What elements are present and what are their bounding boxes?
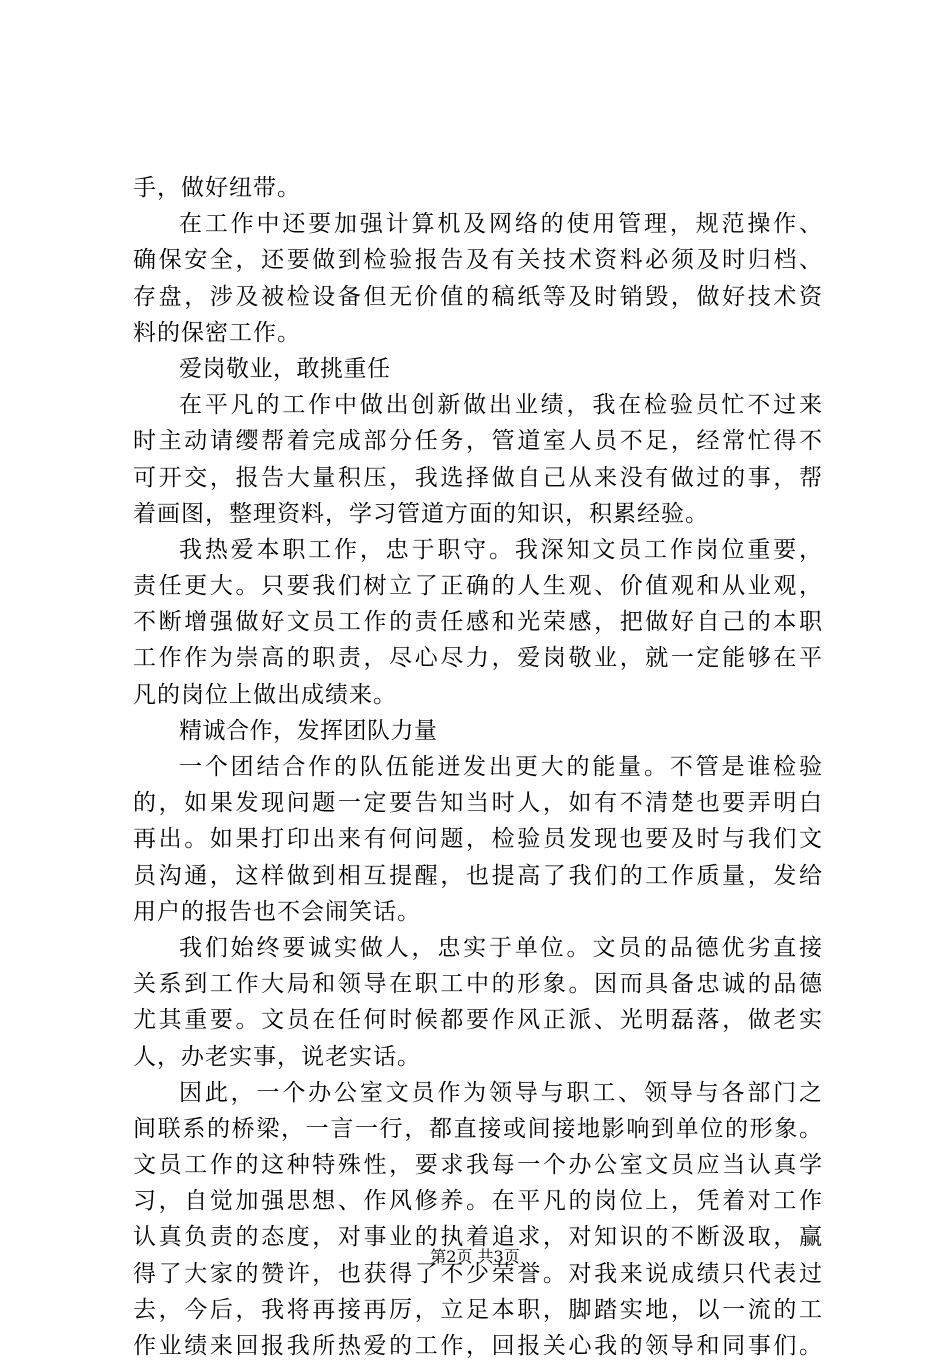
body-line: 时主动请缨帮着完成部分任务，管道室人员不足，经常忙得不: [133, 428, 823, 455]
body-line: 在工作中还要加强计算机及网络的使用管理，规范操作、: [179, 211, 823, 238]
body-line: 去，今后，我将再接再厉，立足本职，脚踏实地，以一流的工: [133, 1296, 823, 1323]
body-line: 我们始终要诚实做人，忠实于单位。文员的品德优劣直接: [179, 934, 823, 961]
page-footer: 第2页 共3页: [430, 1247, 520, 1266]
body-line: 存盘，涉及被检设备但无价值的稿纸等及时销毁，做好技术资: [133, 283, 823, 310]
body-line: 因此，一个办公室文员作为领导与职工、领导与各部门之: [179, 1079, 823, 1106]
body-line: 工作作为崇高的职责，尽心尽力，爱岗敬业，就一定能够在平: [133, 645, 823, 672]
body-line: 间联系的桥梁，一言一行，都直接或间接地影响到单位的形象。: [133, 1115, 823, 1142]
body-line: 确保安全，还要做到检验报告及有关技术资料必须及时归档、: [133, 247, 823, 274]
section-heading: 爱岗敬业，敢挑重任: [179, 355, 391, 382]
body-line: 关系到工作大局和领导在职工中的形象。因而具备忠诚的品德: [133, 971, 823, 998]
body-line: 作业绩来回报我所热爱的工作，回报关心我的领导和同事们。: [133, 1333, 823, 1359]
body-line: 习，自觉加强思想、作风修养。在平凡的岗位上，凭着对工作: [133, 1188, 823, 1215]
body-line: 得了大家的赞许，也获得了不少荣誉。对我来说成绩只代表过: [133, 1260, 823, 1287]
body-line: 手，做好纽带。: [133, 175, 301, 201]
body-line: 着画图，整理资料，学习管道方面的知识，积累经验。: [133, 500, 709, 527]
body-line: 不断增强做好文员工作的责任感和光荣感，把做好自己的本职: [133, 609, 823, 636]
body-line: 的，如果发现问题一定要告知当时人，如有不清楚也要弄明白: [133, 790, 823, 817]
body-line: 人，办老实事，说老实话。: [133, 1043, 421, 1070]
body-line: 认真负责的态度，对事业的执着追求，对知识的不断汲取，赢: [133, 1224, 823, 1251]
body-line: 再出。如果打印出来有何问题，检验员发现也要及时与我们文: [133, 826, 823, 853]
section-heading: 精诚合作，发挥团队力量: [179, 717, 438, 744]
body-line: 用户的报告也不会闹笑话。: [133, 898, 421, 925]
document-body: [133, 170, 823, 1364]
body-line: 文员工作的这种特殊性，要求我每一个办公室文员应当认真学: [133, 1152, 823, 1179]
body-line: 可开交，报告大量积压，我选择做自己从来没有做过的事，帮: [133, 464, 823, 491]
body-line: 尤其重要。文员在任何时候都要作风正派、光明磊落，做老实: [133, 1007, 823, 1034]
body-line: 责任更大。只要我们树立了正确的人生观、价值观和从业观，: [133, 573, 823, 600]
body-line: 在平凡的工作中做出创新做出业绩，我在检验员忙不过来: [179, 392, 823, 419]
body-line: 料的保密工作。: [133, 319, 301, 346]
body-line: 一个团结合作的队伍能迸发出更大的能量。不管是谁检验: [179, 754, 823, 780]
body-line: 员沟通，这样做到相互提醒，也提高了我们的工作质量，发给: [133, 862, 823, 889]
body-line: 我热爱本职工作，忠于职守。我深知文员工作岗位重要，: [179, 536, 823, 563]
body-line: 凡的岗位上做出成绩来。: [133, 681, 397, 708]
